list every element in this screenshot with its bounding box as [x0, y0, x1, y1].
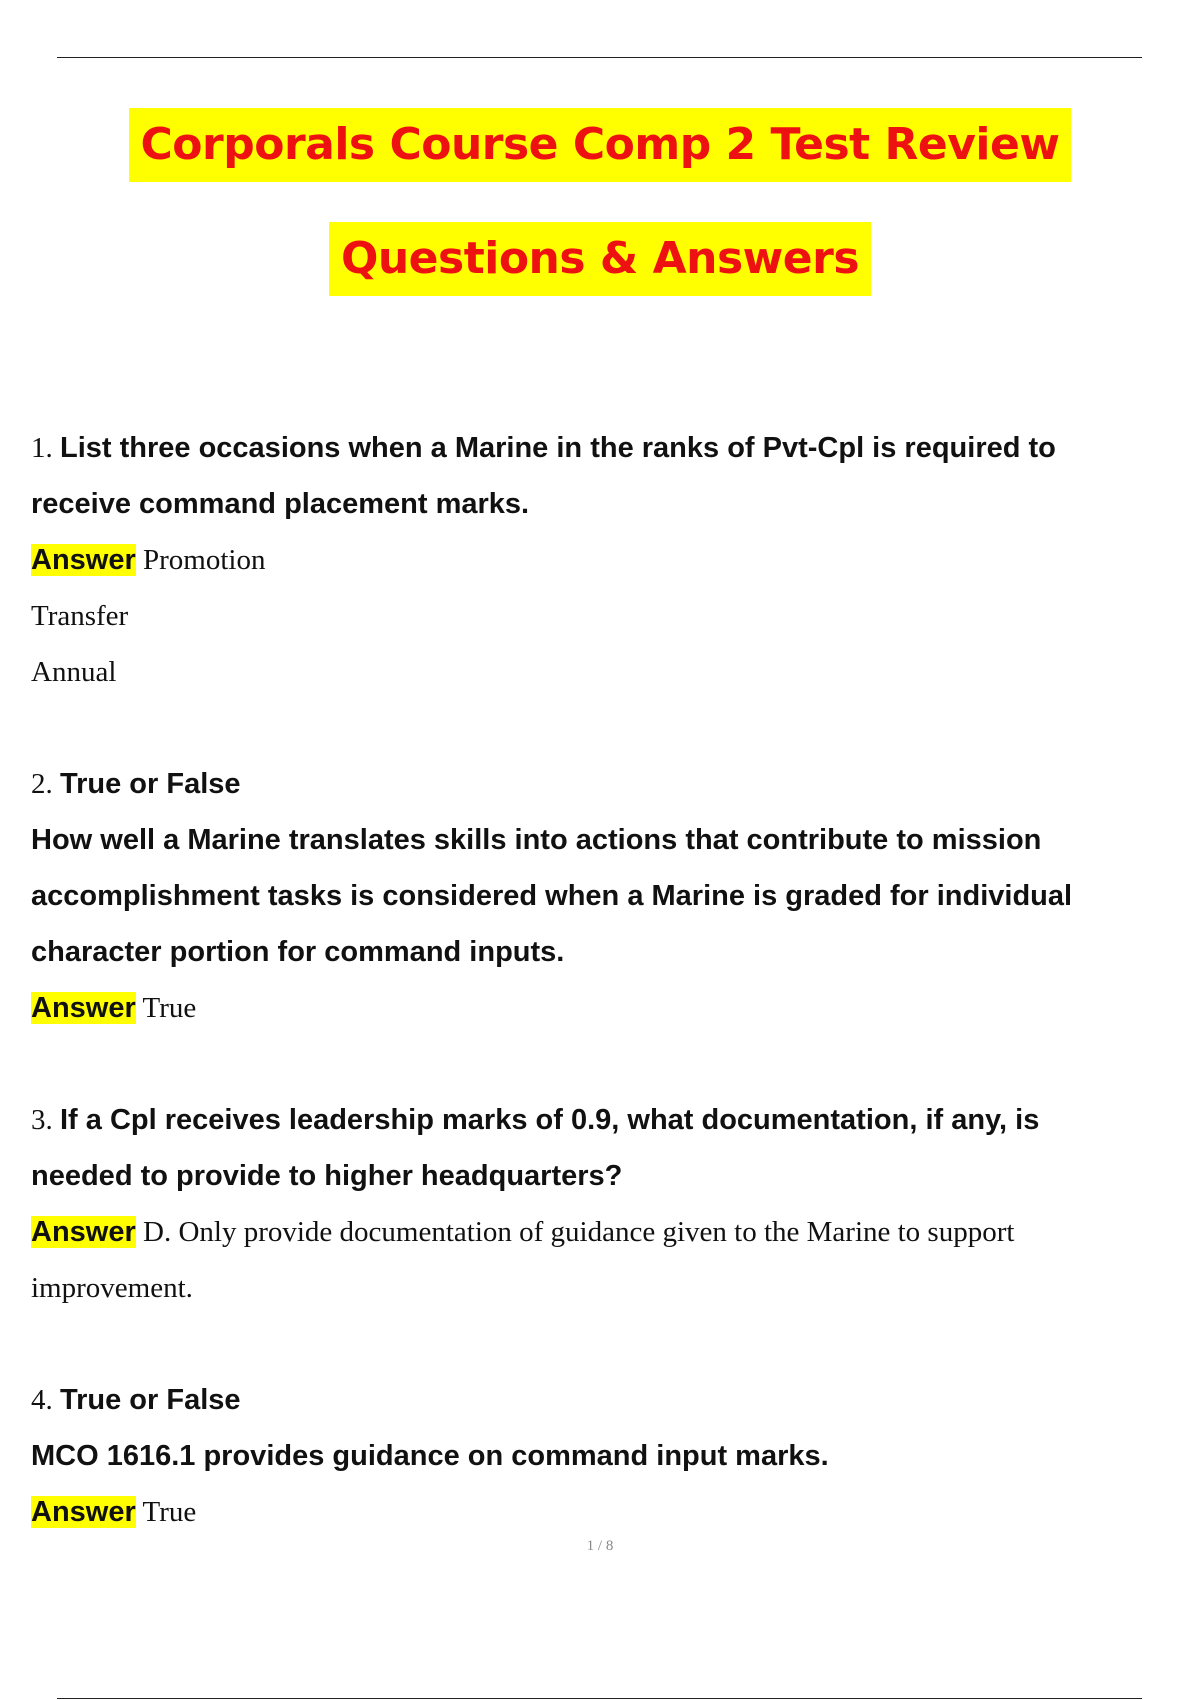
answer-text: Promotion: [143, 544, 266, 576]
page-number: 1 / 8: [586, 1538, 614, 1554]
answer-text: Transfer: [31, 600, 129, 632]
question-number: 3.: [31, 1104, 53, 1136]
question-text: True or False: [60, 1384, 241, 1416]
question-list: [31, 420, 1191, 1540]
answer-label: Answer: [31, 1216, 136, 1248]
question-text: List three occasions when a Marine in the ranks of Pvt-Cpl is required to: [60, 432, 1056, 464]
question-block: [31, 1092, 1191, 1316]
question-text: MCO 1616.1 provides guidance on command input marks.: [31, 1440, 829, 1472]
spacer: [31, 700, 1191, 756]
question-number: 2.: [31, 768, 53, 800]
question-number: 4.: [31, 1384, 53, 1416]
question-text: needed to provide to higher headquarters?: [31, 1160, 623, 1192]
answer-text: True: [142, 992, 197, 1024]
question-block: [31, 1372, 1191, 1540]
question-text: character portion for command inputs.: [31, 936, 565, 968]
page-title: Corporals Course Comp 2 Test Review: [129, 108, 1072, 182]
answer-label: Answer: [31, 992, 136, 1024]
spacer: [31, 1316, 1191, 1372]
question-text: If a Cpl receives leadership marks of 0.9, what documentation, if any, is: [60, 1104, 1040, 1136]
answer-text: Annual: [31, 656, 117, 688]
answer-text: D. Only provide documentation of guidance given to the Marine to support: [143, 1216, 1015, 1248]
page-subtitle: Questions & Answers: [329, 222, 871, 296]
answer-label: Answer: [31, 544, 136, 576]
answer-text: improvement.: [31, 1272, 193, 1304]
question-text: accomplishment tasks is considered when a Marine is graded for individual: [31, 880, 1073, 912]
question-text: How well a Marine translates skills into actions that contribute to mission: [31, 824, 1042, 856]
title-line-2: [0, 222, 1200, 296]
question-number: 1.: [31, 432, 53, 464]
title-line-1: [0, 108, 1200, 182]
question-text: True or False: [60, 768, 241, 800]
question-block: [31, 420, 1191, 700]
question-block: [31, 756, 1191, 1036]
question-text: receive command placement marks.: [31, 488, 530, 520]
top-rule: [57, 57, 1142, 58]
spacer: [31, 1036, 1191, 1092]
bottom-rule: [57, 1698, 1142, 1699]
answer-label: Answer: [31, 1496, 136, 1528]
answer-text: True: [142, 1496, 197, 1528]
